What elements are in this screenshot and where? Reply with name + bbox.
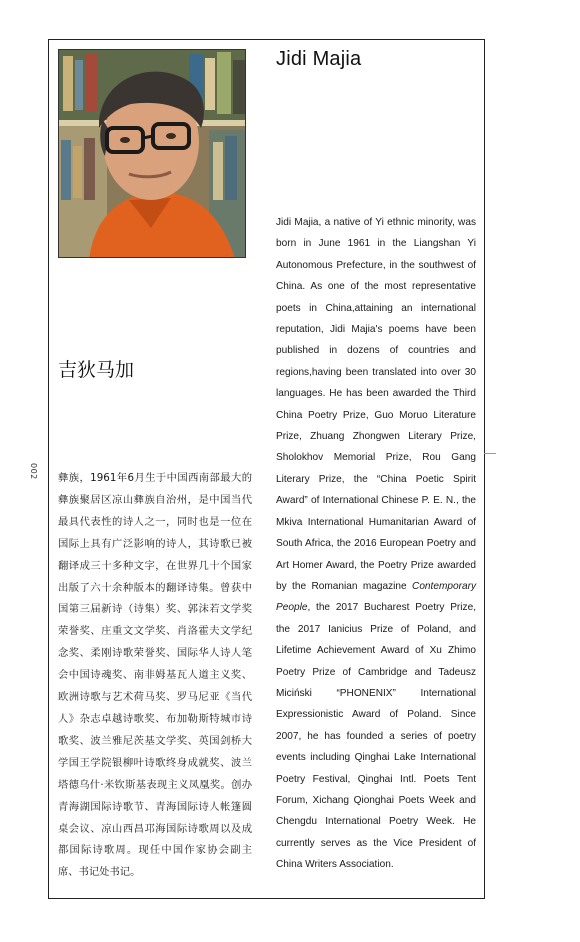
biography-chinese: 彝族，1961年6月生于中国西南部最大的彝族聚居区凉山彝族自治州，是中国当代最具代表性的诗人之一，同时也是一位在国际上具有广泛影响的诗人，其诗歌已被翻译成三十多种文字，在世界几十个国家出版了六十余种版本的翻译诗集。曾获中国第三届新诗（诗集）奖、郭沫若文学奖荣誉奖、庄重文文学奖、肖洛霍夫文学纪念奖、柔刚诗歌荣誉奖、国际华人诗人笔会中国诗魂奖、南非姆基瓦人道主义奖、欧洲诗歌与艺术荷马奖、罗马尼亚《当代人》杂志卓越诗歌奖、布加勒斯特城市诗歌奖、波兰雅尼茨基文学奖、英国剑桥大学国王学院银柳叶诗歌终身成就奖、波兰塔德乌什·米钦斯基表现主义凤凰奖。创办青海湖国际诗歌节、青海国际诗人帐篷圆桌会议、凉山西昌邛海国际诗歌周以及成都国际诗歌周。现任中国作家协会副主席、书记处书记。: [58, 472, 252, 879]
author-name-english: Jidi Majia: [276, 48, 362, 70]
column-divider-tick: [484, 453, 496, 454]
author-photo: [58, 49, 246, 258]
page-number: 002: [29, 463, 38, 480]
portrait-photo-icon: [59, 50, 246, 258]
biography-english-part2: , the 2017 Bucharest Poetry Prize, the 2017 Ianicius Prize of Poland, and Lifetime Achievement Award of Xu Zhimo Poetry Prize of Cambridge and Tadeusz Miciński “PHONENIX” International Expressionistic Award of Poland. Since 2007, he has founded a series of poetry events including Qinghai Lake International Poetry Festival, Qinghai Intl. Poets Tent Forum, Xichang Qionghai Poets Week and Chengdu International Poetry Week. He currently serves as the Vice President of China Writers Association.: [276, 602, 476, 871]
author-name-chinese: 吉狄马加: [58, 359, 135, 381]
biography-english-part1: Jidi Majia, a native of Yi ethnic minority, was born in June 1961 in the Liangshan Yi Autonomous Prefecture, in the southwest of China. As one of the most representative poets in China,attaining an international reputation, Jidi Majia's poems have been published in dozens of countries and regions,having been translated into over 30 languages. He has been awarded the Third China Poetry Prize, Guo Moruo Literature Prize, Zhuang Zhongwen Literary Prize, Sholokhov Memorial Prize, Rou Gang Literary Prize, the “China Poetic Spirit Award” of International Chinese P. E. N., the Mkiva International Humanitarian Award of South Africa, the 2016 European Poetry and Art Homer Award, the Poetry Prize awarded by the Romanian magazine: [276, 217, 476, 592]
biography-english: [276, 212, 476, 876]
magazine-title: Contemporary People: [276, 580, 476, 614]
